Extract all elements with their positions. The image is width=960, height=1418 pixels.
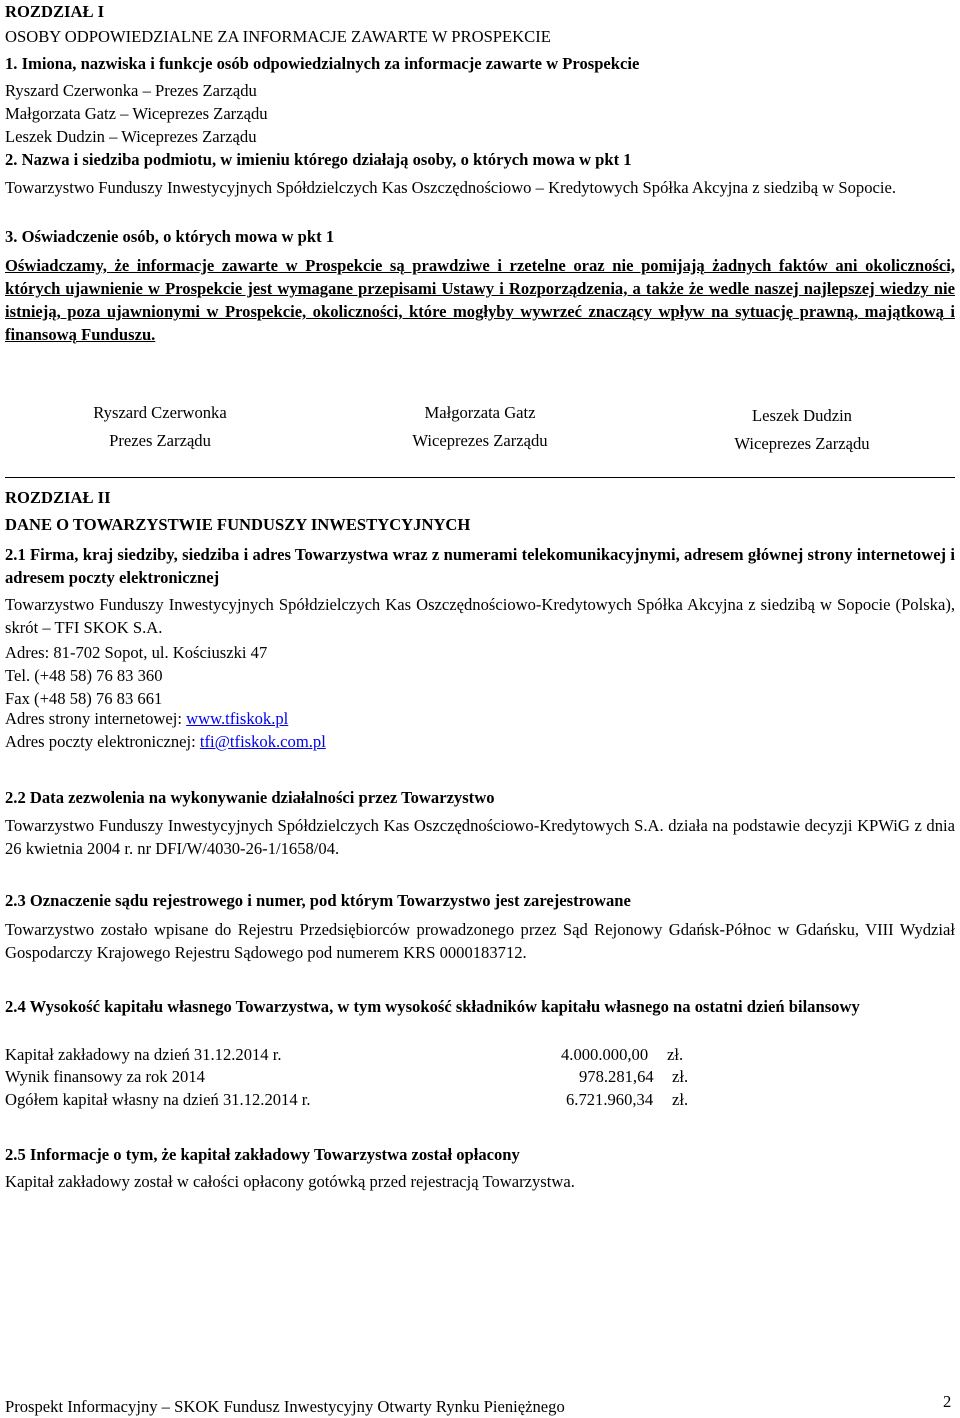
section-2-1-text: Towarzystwo Funduszy Inwestycyjnych Spółdzielczych Kas Oszczędnościowo-Kredytowych Spółka Akcyjna z siedzibą w Sopocie (Polska), skrót – TFI SKOK S.A. — [5, 595, 955, 637]
signature-block — [350, 399, 610, 455]
section-2-5-text: Kapitał zakładowy został w całości opłacony gotówką przed rejestracją Towarzystwa. — [5, 1172, 575, 1191]
website-line — [5, 709, 288, 729]
declaration-text: Oświadczamy, że informacje zawarte w Prospekcie są prawdziwe i rzetelne oraz nie pomijają żadnych faktów ani okoliczności, których ujawnienie w Prospekcie jest wymagane przepisami Ustawy i Rozporządzenia, a także że wedle naszej najlepszej wiedzy nie istnieją, poza ujawnionymi w Prospekcie, okoliczności, które mogłyby wywrzeć znaczący wpływ na sytuację prawną, majątkową i finansową Funduszu. — [5, 256, 955, 344]
person-line: Małgorzata Gatz – Wiceprezes Zarządu — [5, 104, 268, 123]
section-2-heading: 2. Nazwa i siedziba podmiotu, w imieniu którego działają osoby, o których mowa w pkt 1 — [5, 150, 632, 169]
signatory-role: Wiceprezes Zarządu — [412, 431, 548, 450]
capital-value: 4.000.000,00 — [561, 1045, 649, 1064]
signatory-name: Ryszard Czerwonka — [93, 403, 227, 422]
signatory-name: Leszek Dudzin — [752, 406, 852, 425]
website-label: Adres strony internetowej: — [5, 709, 187, 728]
capital-value: 978.281,64 — [579, 1067, 654, 1086]
signature-block — [30, 399, 290, 455]
section-2-2-text: Towarzystwo Funduszy Inwestycyjnych Spółdzielczych Kas Oszczędnościowo-Kredytowych S.A. działa na podstawie decyzji KPWiG z dnia 26 kwietnia 2004 r. nr DFI/W/4030-26-1/1658/04. — [5, 816, 955, 858]
signatory-role: Prezes Zarządu — [109, 431, 211, 450]
capital-row — [5, 1067, 955, 1089]
footer-text: Prospekt Informacyjny – SKOK Fundusz Inwestycyjny Otwarty Rynku Pieniężnego — [5, 1397, 565, 1416]
chapter-1-title: OSOBY ODPOWIEDZIALNE ZA INFORMACJE ZAWARTE W PROSPEKCIE — [5, 27, 551, 46]
address-line: Adres: 81-702 Sopot, ul. Kościuszki 47 — [5, 643, 268, 662]
phone-line: Tel. (+48 58) 76 83 360 — [5, 666, 163, 685]
section-divider — [5, 477, 955, 478]
section-2-3-heading: 2.3 Oznaczenie sądu rejestrowego i numer, pod którym Towarzystwo jest zarejestrowane — [5, 891, 631, 910]
signatory-role: Wiceprezes Zarządu — [734, 434, 870, 453]
signature-block — [672, 402, 932, 458]
section-2-1-heading: 2.1 Firma, kraj siedziby, siedziba i adres Towarzystwa wraz z numerami telekomunikacyjnymi, adresem głównej strony internetowej i adresem poczty elektronicznej — [5, 545, 955, 587]
chapter-1-heading: ROZDZIAŁ I — [5, 2, 105, 21]
email-link[interactable]: tfi@tfiskok.com.pl — [199, 732, 326, 751]
capital-unit: zł. — [672, 1090, 689, 1109]
section-2-3-text: Towarzystwo zostało wpisane do Rejestru Przedsiębiorców prowadzonego przez Sąd Rejonowy Gdańsk-Północ w Gdańsku, VIII Wydział Gospodarczy Krajowego Rejestru Sądowego pod numerem KRS 0000183712. — [5, 920, 955, 962]
section-2-5-heading: 2.5 Informacje o tym, że kapitał zakładowy Towarzystwa został opłacony — [5, 1145, 520, 1164]
capital-row — [5, 1090, 955, 1112]
person-line: Leszek Dudzin – Wiceprezes Zarządu — [5, 127, 257, 146]
page-number: 2 — [943, 1392, 952, 1411]
chapter-2-heading: ROZDZIAŁ II — [5, 488, 111, 507]
capital-label: Kapitał zakładowy na dzień 31.12.2014 r. — [5, 1045, 282, 1064]
section-3-heading: 3. Oświadczenie osób, o których mowa w pkt 1 — [5, 227, 335, 246]
capital-unit: zł. — [672, 1067, 689, 1086]
email-label: Adres poczty elektronicznej: — [5, 732, 200, 751]
fax-line: Fax (+48 58) 76 83 661 — [5, 689, 163, 708]
chapter-2-title: DANE O TOWARZYSTWIE FUNDUSZY INWESTYCYJNYCH — [5, 515, 471, 534]
email-line — [5, 732, 326, 752]
capital-value: 6.721.960,34 — [566, 1090, 654, 1109]
signatory-name: Małgorzata Gatz — [424, 403, 536, 422]
capital-label: Wynik finansowy za rok 2014 — [5, 1067, 205, 1086]
capital-row — [5, 1045, 955, 1067]
section-2-text: Towarzystwo Funduszy Inwestycyjnych Spółdzielczych Kas Oszczędnościowo – Kredytowych Spółka Akcyjna z siedzibą w Sopocie. — [5, 178, 896, 197]
section-1-heading: 1. Imiona, nazwiska i funkcje osób odpowiedzialnych za informacje zawarte w Prospekcie — [5, 54, 640, 73]
website-link[interactable]: www.tfiskok.pl — [186, 709, 289, 728]
section-2-2-heading: 2.2 Data zezwolenia na wykonywanie działalności przez Towarzystwo — [5, 788, 495, 807]
section-2-4-heading: 2.4 Wysokość kapitału własnego Towarzystwa, w tym wysokość składników kapitału własnego na ostatni dzień bilansowy — [5, 997, 860, 1016]
capital-label: Ogółem kapitał własny na dzień 31.12.2014 r. — [5, 1090, 311, 1109]
person-line: Ryszard Czerwonka – Prezes Zarządu — [5, 81, 257, 100]
capital-unit: zł. — [667, 1045, 684, 1064]
